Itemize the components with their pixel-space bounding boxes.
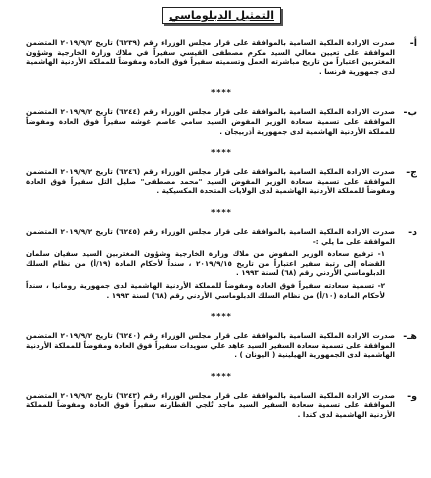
section-letter: و- (407, 390, 417, 402)
section-letter: أ- (409, 38, 417, 49)
section-c (26, 167, 417, 196)
section-letter: ج- (406, 167, 417, 179)
sub-item: ١- ترفيع سعادة الوزير المفوض من ملاك وزارة الخارجية وشؤون المغتربين السيد سفيان سلمان القضاه إلى رتبة سفير اعتباراً من تاريخ ٢٠١٩/٩/١٥ ، سنداً لأحكام المادة (١٩/أ) من نظام السلك الدبلوماسي الأردني رقم (٦٨) لسنة ١٩٩٣ . (26, 249, 385, 278)
sub-item: ٢- تسمية سعادته سفيراً فوق العادة ومفوضاً للمملكة الأردنية الهاشمية لدى جمهورية رومانيا ، سنداً لأحكام المادة (١٠/أ) من نظام السلك الدبلوماسي الأردني رقم (٦٨) لسنة ١٩٩٣ . (26, 280, 385, 300)
separator: **** (211, 312, 232, 322)
document-title: التمثيل الدبلوماسي (162, 7, 281, 24)
section-e (26, 331, 417, 360)
section-text: صدرت الارادة الملكية السامية بالموافقة على قرار مجلس الوزراء رقم (٦٢٤٥) تاريخ ٢٠١٩/٩/٢ المتضمن الموافقة على ما يلي :- (26, 226, 395, 246)
separator: **** (211, 148, 232, 158)
section-text: صدرت الارادة الملكية السامية بالموافقة على قرار مجلس الوزراء رقم (٦٢٤٣) تاريخ ٢٠١٩/٩/٢ المتضمن الموافقة على تسمية سعادة السفير السيد ماجد تُلجي القطارنه سفيراً فوق العادة ومفوضاً للمملكة الأردنية الهاشمية لدى كندا . (26, 390, 395, 420)
section-f (26, 391, 417, 420)
section-letter: د- (408, 226, 417, 238)
section-text: صدرت الارادة الملكية السامية بالموافقة على قرار مجلس الوزراء رقم (٦٢٤٤) تاريخ ٢٠١٩/٩/٢ المتضمن الموافقة على تسمية سعادة الوزير المفوض السيد سامي عاصم غوشه سفيراً فوق العادة ومفوضاً للمملكة الأردنية الهاشمية لدى جمهورية أذربيجان . (26, 107, 395, 136)
section-letter: ب- (403, 107, 417, 119)
separator: **** (211, 88, 232, 98)
separator: **** (211, 207, 232, 217)
section-text: صدرت الارادة الملكية السامية بالموافقة على قرار مجلس الوزراء رقم (٦٢٤٦) تاريخ ٢٠١٩/٩/٢ المتضمن الموافقة على تسمية سعادة الوزير المفوض السيد "محمد مصطفى" صليل التل سفيراً فوق العادة ومفوضاً للمملكة الأردنية الهاشمية لدى الولايات المتحدة المكسيكية . (26, 167, 395, 196)
section-b (26, 107, 417, 136)
section-d (26, 227, 417, 300)
separator: **** (211, 371, 232, 381)
section-letter: هـ- (403, 331, 417, 343)
section-a (26, 38, 417, 76)
section-text: صدرت الارادة الملكية السامية بالموافقة على قرار مجلس الوزراء رقم (٦٢٤٠) تاريخ ٢٠١٩/٩/٢ المتضمن الموافقة على تسمية سعادة السفير السيد عاهد علي سويدات سفيراً فوق العادة ومفوضاً للمملكة الأردنية الهاشمية لدى الجمهورية الهيلينية ( اليونان ) . (26, 331, 395, 360)
title-wrap (26, 4, 417, 24)
section-text: صدرت الارادة الملكية السامية بالموافقة على قرار مجلس الوزراء رقم (٦٢٣٩) تاريخ ٢٠١٩/٩/٢ المتضمن الموافقة على تعيين معالي السيد مكرم مصطفى القيسي سفيراً في ملاك وزارة الخارجية وشؤون المغتربين اعتباراً من تاريخ مباشرته العمل وتسميته سفيراً فوق العادة ومفوضاً للمملكة الأردنية الهاشمية لدى جمهورية فرنسا . (26, 38, 395, 76)
